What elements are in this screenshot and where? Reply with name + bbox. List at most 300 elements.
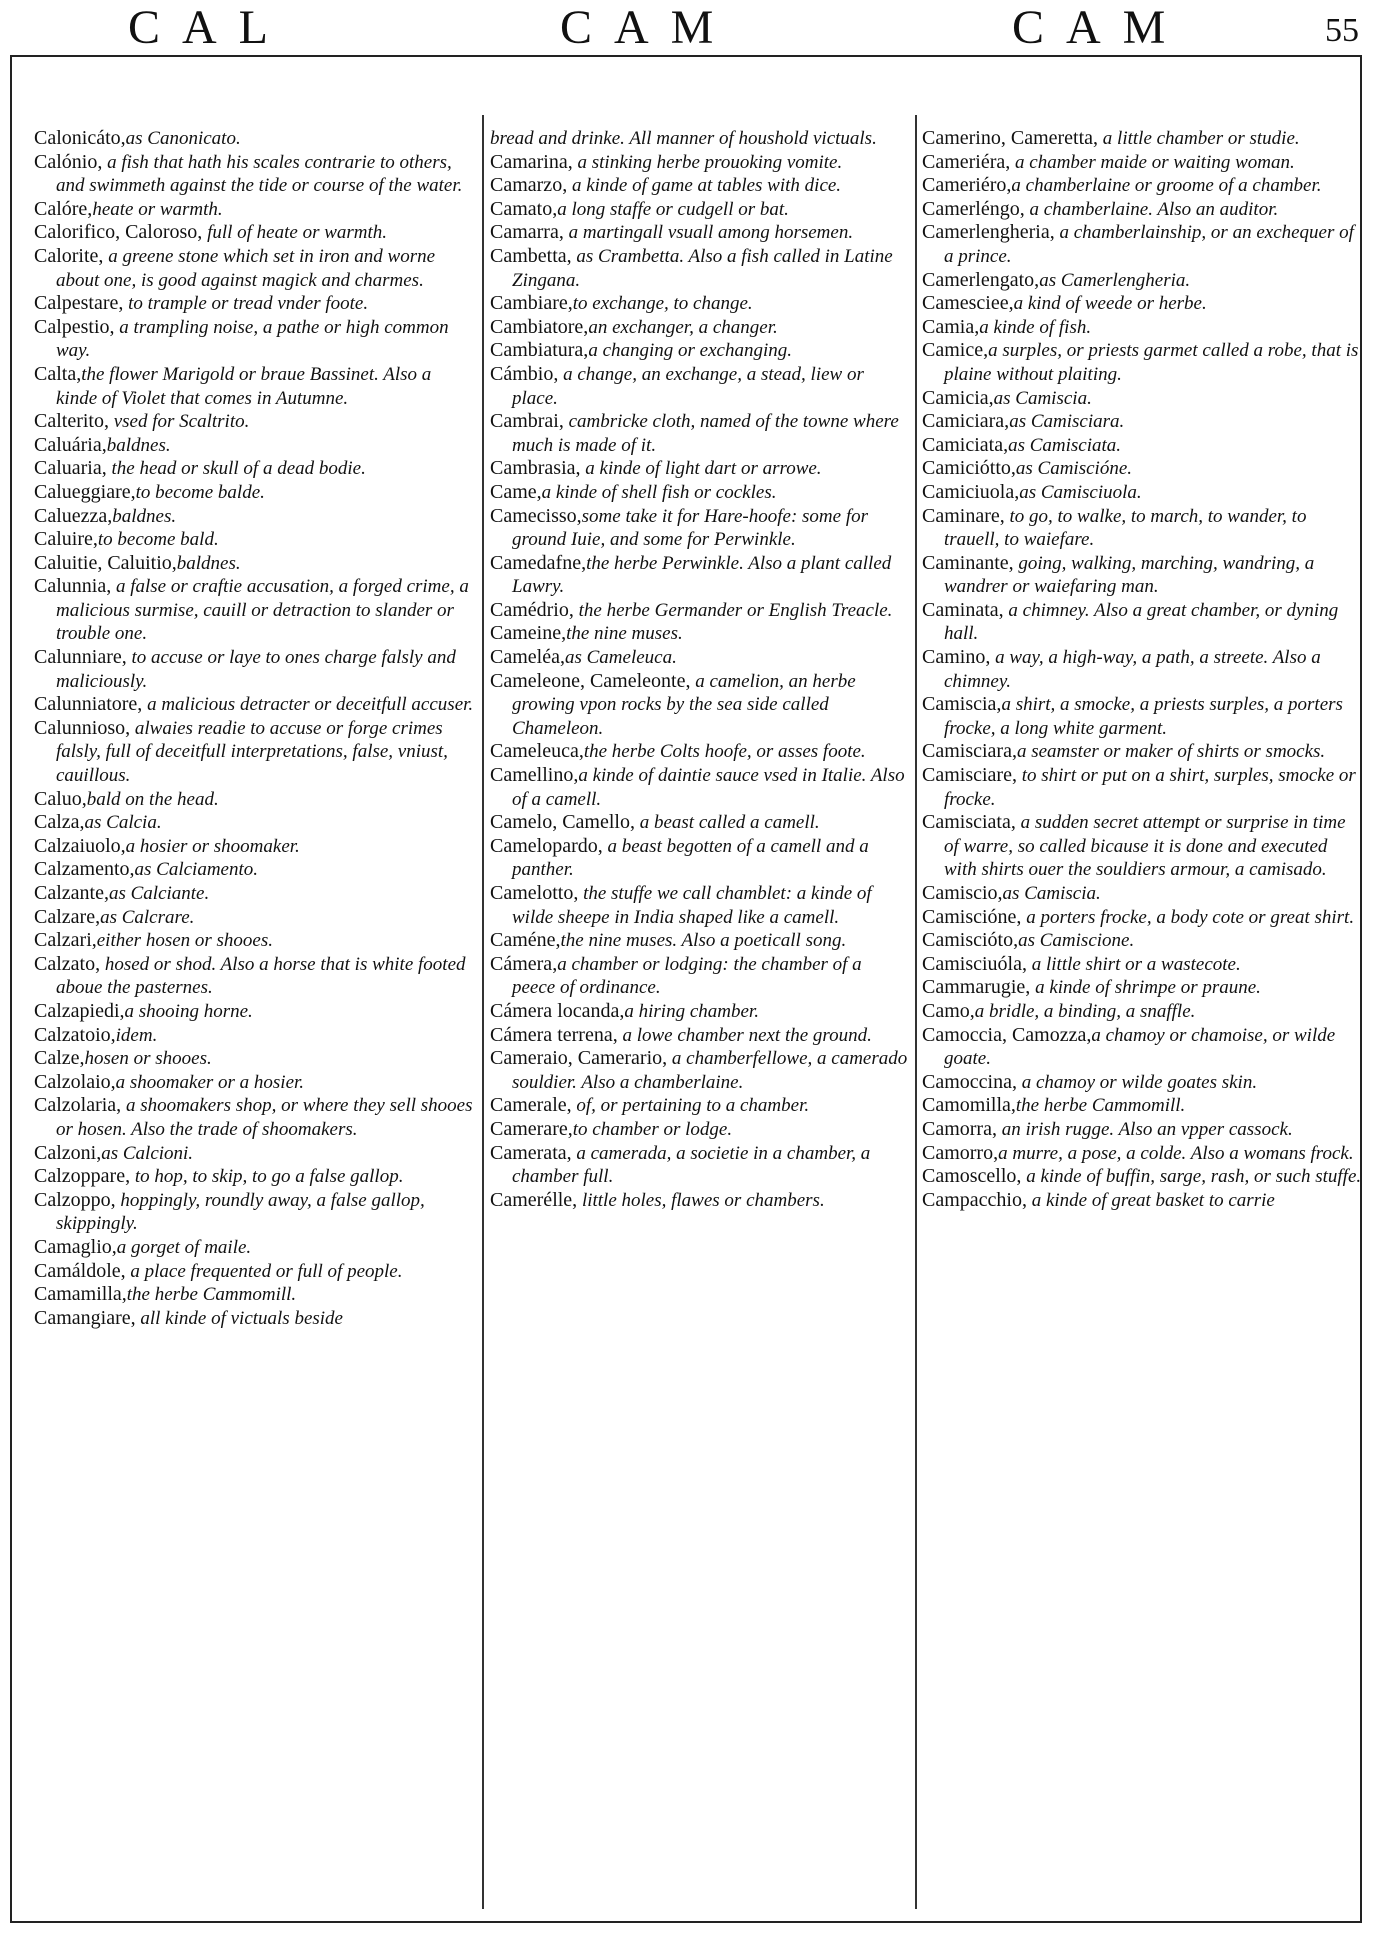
dictionary-entry bbox=[922, 339, 1362, 386]
dictionary-entry bbox=[922, 505, 1362, 552]
running-head-left: CAL bbox=[128, 1, 290, 54]
definition: vsed for Scaltrito. bbox=[108, 411, 250, 433]
definition: of, or pertaining to a chamber. bbox=[571, 1095, 810, 1117]
dictionary-entry bbox=[490, 221, 908, 245]
dictionary-entry bbox=[922, 410, 1362, 434]
dictionary-entry bbox=[922, 1094, 1362, 1118]
headword: Cámbio, bbox=[490, 362, 559, 385]
headword: Camarina, bbox=[490, 150, 573, 173]
headword: Camáldole, bbox=[34, 1259, 126, 1282]
definition: bald on the head. bbox=[86, 788, 219, 810]
definition: a sudden secret attempt or surprise in time of warre, so called bicause it is done and executed with shirts ouer the souldiers armour, a camisado. bbox=[944, 812, 1346, 881]
headword: Calzolaio, bbox=[34, 1070, 116, 1093]
definition: a change, an exchange, a stead, liew or place. bbox=[512, 363, 864, 409]
dictionary-entry bbox=[922, 292, 1362, 316]
definition: a kinde of light dart or arrowe. bbox=[580, 458, 822, 480]
dictionary-entry bbox=[490, 151, 908, 175]
dictionary-entry bbox=[922, 646, 1362, 693]
headword: Cameine, bbox=[490, 622, 567, 645]
headword: Camisciara, bbox=[922, 740, 1017, 763]
definition: to chamber or lodge. bbox=[572, 1118, 733, 1140]
definition: a long staffe or cudgell or bat. bbox=[557, 198, 789, 220]
headword: Cámera terrena, bbox=[490, 1023, 618, 1046]
definition: a lowe chamber next the ground. bbox=[617, 1024, 872, 1046]
dictionary-entry bbox=[490, 316, 908, 340]
definition: a chamberlaine. Also an auditor. bbox=[1024, 198, 1279, 220]
headword: Camelopardo, bbox=[490, 834, 603, 857]
definition: the nine muses. Also a poeticall song. bbox=[560, 930, 847, 952]
definition: as Camisciara. bbox=[1009, 411, 1125, 433]
definition: baldnes. bbox=[176, 552, 241, 574]
headword: Calueggiare, bbox=[34, 480, 136, 503]
headword: Calunniatore, bbox=[34, 693, 143, 716]
headword: Camelo, Camello, bbox=[490, 811, 635, 834]
definition: the herbe Cammomill. bbox=[126, 1284, 297, 1306]
headword: Camamilla, bbox=[34, 1283, 127, 1306]
definition: to exchange, to change. bbox=[572, 293, 753, 315]
headword: Camiscio, bbox=[922, 882, 1003, 904]
definition: the herbe Perwinkle. Also a plant called Lawry. bbox=[512, 552, 892, 598]
dictionary-entry bbox=[922, 976, 1362, 1000]
definition: bread and drinke. All manner of houshold victuals. bbox=[490, 128, 877, 149]
definition: as Calcioni. bbox=[101, 1142, 194, 1164]
dictionary-entry bbox=[490, 505, 908, 552]
dictionary-entry bbox=[922, 1024, 1362, 1071]
dictionary-entry bbox=[490, 764, 908, 811]
dictionary-entry bbox=[490, 929, 908, 953]
dictionary-entry bbox=[922, 929, 1362, 953]
definition: to become balde. bbox=[135, 481, 265, 503]
definition: a beast begotten of a camell and a panther. bbox=[512, 835, 869, 881]
definition: a gorget of maile. bbox=[116, 1236, 252, 1258]
headword: Cambiatore, bbox=[490, 315, 589, 338]
headword: Cambetta, bbox=[490, 244, 572, 267]
dictionary-entry bbox=[490, 599, 908, 623]
dictionary-entry bbox=[922, 764, 1362, 811]
dictionary-entry bbox=[34, 906, 474, 930]
headword: Camesciee, bbox=[922, 292, 1014, 315]
headword: Calterito, bbox=[34, 410, 109, 433]
definition: the nine muses. bbox=[566, 623, 683, 645]
headword: Cámera locanda, bbox=[490, 999, 625, 1022]
definition: cambricke cloth, named of the towne where much is made of it. bbox=[512, 411, 899, 456]
headword: Caluaria, bbox=[34, 457, 107, 480]
dictionary-entry bbox=[34, 434, 474, 458]
page-frame bbox=[10, 55, 1362, 1923]
definition: to go, to walke, to march, to wander, to trauell, to waiefare. bbox=[944, 505, 1307, 551]
definition: the herbe Germander or English Treacle. bbox=[573, 599, 893, 621]
headword: Camerélle, bbox=[490, 1188, 578, 1211]
definition: a camelion, an herbe growing vpon rocks by the sea side called Chameleon. bbox=[512, 670, 856, 739]
definition: the flower Marigold or braue Bassinet. Also a kinde of Violet that comes in Autumne. bbox=[56, 363, 432, 409]
dictionary-entry bbox=[922, 151, 1362, 175]
headword: Camiciara, bbox=[922, 410, 1010, 433]
definition: either hosen or shooes. bbox=[96, 930, 274, 952]
definition: as Camisciata. bbox=[1008, 434, 1122, 456]
headword: Camedafne, bbox=[490, 551, 587, 574]
dictionary-entry bbox=[490, 646, 908, 670]
headword: Calzapiedi, bbox=[34, 999, 125, 1022]
headword: Calpestare, bbox=[34, 292, 124, 315]
headword: Camarzo, bbox=[490, 174, 568, 197]
dictionary-entry bbox=[34, 1000, 474, 1024]
definition: as Cameleuca. bbox=[564, 647, 677, 669]
dictionary-entry bbox=[34, 953, 474, 1000]
headword: Camiscióne, bbox=[922, 905, 1022, 928]
page-number: 55 bbox=[1325, 12, 1359, 49]
dictionary-entry bbox=[922, 599, 1362, 646]
dictionary-entry bbox=[922, 434, 1362, 458]
headword: Caminata, bbox=[922, 598, 1004, 621]
headword: Camaglio, bbox=[34, 1235, 117, 1258]
dictionary-entry bbox=[922, 198, 1362, 222]
headword: Came, bbox=[490, 480, 542, 503]
headword: Camelotto, bbox=[490, 882, 579, 904]
dictionary-entry bbox=[922, 316, 1362, 340]
dictionary-entry bbox=[34, 127, 474, 151]
definition: an irish rugge. Also an vpper cassock. bbox=[996, 1118, 1293, 1140]
dictionary-entry bbox=[490, 363, 908, 410]
definition: baldnes. bbox=[106, 434, 171, 456]
definition: a stinking herbe prouoking vomite. bbox=[572, 151, 843, 173]
dictionary-entry bbox=[490, 1189, 908, 1213]
dictionary-entry bbox=[34, 552, 474, 576]
headword: Calzante, bbox=[34, 882, 109, 904]
headword: Calzaiuolo, bbox=[34, 834, 126, 857]
dictionary-entry bbox=[922, 1071, 1362, 1095]
dictionary-entry bbox=[34, 929, 474, 953]
definition: a chamoy or chamoise, or wilde goate. bbox=[944, 1024, 1336, 1070]
dictionary-entry bbox=[490, 339, 908, 363]
definition: as Camiscione. bbox=[1018, 930, 1135, 952]
headword: Cameleuca, bbox=[490, 740, 584, 763]
headword: Calta, bbox=[34, 362, 82, 385]
definition: a chamoy or wilde goates skin. bbox=[1016, 1071, 1258, 1093]
headword: Camerlengheria, bbox=[922, 221, 1055, 244]
headword: Caluire, bbox=[34, 528, 98, 551]
headword: Camia, bbox=[922, 315, 980, 338]
headword: Caluo, bbox=[34, 787, 87, 810]
definition: a place frequented or full of people. bbox=[125, 1260, 403, 1282]
definition: a shooing horne. bbox=[124, 1000, 253, 1022]
running-head-right: CAM bbox=[1012, 1, 1188, 54]
headword: Camerare, bbox=[490, 1117, 573, 1140]
dictionary-entry bbox=[34, 575, 474, 646]
definition: a hiring chamber. bbox=[624, 1000, 759, 1022]
definition: the head or skull of a dead bodie. bbox=[106, 458, 366, 480]
dictionary-entry bbox=[922, 953, 1362, 977]
definition: a hosier or shoomaker. bbox=[125, 835, 300, 857]
definition: a surples, or priests garmet called a robe, that is plaine without plaiting. bbox=[944, 340, 1359, 385]
dictionary-entry bbox=[34, 1260, 474, 1284]
headword: Calorifico, Caloroso, bbox=[34, 221, 203, 244]
dictionary-entry bbox=[34, 1307, 474, 1331]
dictionary-entry bbox=[490, 292, 908, 316]
dictionary-entry bbox=[34, 717, 474, 788]
headword: Cambrai, bbox=[490, 410, 564, 433]
definition: all kinde of victuals beside bbox=[135, 1307, 343, 1329]
dictionary-entry bbox=[922, 1189, 1362, 1213]
definition: as Camiscia. bbox=[993, 387, 1092, 409]
dictionary-entry bbox=[490, 622, 908, 646]
headword: Camarra, bbox=[490, 221, 564, 244]
dictionary-entry bbox=[922, 221, 1362, 268]
definition: a little chamber or studie. bbox=[1098, 128, 1300, 149]
headword: Cameraio, Camerario, bbox=[490, 1047, 668, 1070]
definition: a kinde of shell fish or cockles. bbox=[541, 481, 777, 503]
headword: Camecisso, bbox=[490, 504, 582, 527]
dictionary-entry bbox=[34, 292, 474, 316]
headword: Caméne, bbox=[490, 929, 561, 952]
headword: Camisciare, bbox=[922, 764, 1017, 787]
definition: a martingall vsuall among horsemen. bbox=[563, 222, 854, 244]
headword: Camice, bbox=[922, 339, 989, 362]
definition: idem. bbox=[115, 1024, 158, 1046]
column-rule bbox=[915, 115, 917, 1909]
definition: a kind of weede or herbe. bbox=[1013, 293, 1207, 315]
headword: Calzoppo, bbox=[34, 1188, 116, 1211]
headword: Cambiare, bbox=[490, 292, 573, 315]
headword: Camorra, bbox=[922, 1117, 997, 1140]
dictionary-entry bbox=[34, 505, 474, 529]
dictionary-entry bbox=[490, 1047, 908, 1094]
dictionary-entry bbox=[922, 693, 1362, 740]
headword: Calzato, bbox=[34, 952, 101, 975]
headword: Calzatoio, bbox=[34, 1023, 116, 1046]
dictionary-entry bbox=[922, 457, 1362, 481]
definition: a kinde of great basket to carrie bbox=[1026, 1189, 1275, 1211]
headword: Calunnioso, bbox=[34, 716, 131, 739]
dictionary-entry bbox=[34, 1236, 474, 1260]
dictionary-entry bbox=[490, 811, 908, 835]
dictionary-entry bbox=[490, 1000, 908, 1024]
dictionary-entry bbox=[34, 788, 474, 812]
headword: Camiciata, bbox=[922, 433, 1009, 456]
headword: Caluária, bbox=[34, 433, 107, 456]
dictionary-entry bbox=[34, 693, 474, 717]
dictionary-entry bbox=[34, 882, 474, 906]
headword: Camiscióto, bbox=[922, 929, 1019, 952]
headword: Camicia, bbox=[922, 386, 994, 409]
dictionary-entry bbox=[34, 1142, 474, 1166]
definition: little holes, flawes or chambers. bbox=[577, 1189, 825, 1211]
dictionary-entry bbox=[34, 1047, 474, 1071]
dictionary-entry bbox=[922, 1000, 1362, 1024]
definition: a chamberlaine or groome of a chamber. bbox=[1011, 175, 1322, 197]
headword: Cameriéro, bbox=[922, 174, 1012, 197]
definition: a kinde of shrimpe or praune. bbox=[1030, 977, 1261, 999]
definition: alwaies readie to accuse or forge crimes falsly, full of deceitfull interpretations, false, vniust, cauillous. bbox=[56, 717, 448, 787]
definition: a chamberfellowe, a camerado souldier. Also a chamberlaine. bbox=[512, 1048, 908, 1093]
headword: Camerata, bbox=[490, 1141, 572, 1164]
definition: a beast called a camell. bbox=[634, 812, 820, 834]
dictionary-entry bbox=[490, 953, 908, 1000]
headword: Camellino, bbox=[490, 764, 579, 787]
headword: Camiciuola, bbox=[922, 480, 1020, 503]
headword: Caluezza, bbox=[34, 504, 113, 527]
dictionary-entry bbox=[34, 1165, 474, 1189]
definition: to trample or tread vnder foote. bbox=[123, 293, 369, 315]
headword: Cameléa, bbox=[490, 646, 565, 669]
headword: Calzoppare, bbox=[34, 1165, 131, 1188]
definition: a seamster or maker of shirts or smocks. bbox=[1016, 741, 1326, 763]
definition: as Camerlengheria. bbox=[1039, 269, 1191, 291]
definition: a fish that hath his scales contrarie to others, and swimmeth against the tide or course of the water. bbox=[56, 151, 463, 197]
headword: Calonicáto, bbox=[34, 127, 126, 149]
definition: to hop, to skip, to go a false gallop. bbox=[130, 1166, 404, 1188]
dictionary-entry bbox=[490, 245, 908, 292]
definition: a kinde of daintie sauce vsed in Italie. Also of a camell. bbox=[512, 765, 905, 810]
headword: Camato, bbox=[490, 197, 558, 220]
definition: a chamber or lodging: the chamber of a peece of ordinance. bbox=[512, 953, 862, 999]
headword: Camerale, bbox=[490, 1094, 572, 1117]
dictionary-entry bbox=[34, 316, 474, 363]
dictionary-entry bbox=[34, 481, 474, 505]
headword: Camoscello, bbox=[922, 1165, 1022, 1188]
definition: a false or craftie accusation, a forged crime, a malicious surmise, cauill or detraction to slander or trouble one. bbox=[56, 576, 469, 645]
dictionary-entry bbox=[490, 410, 908, 457]
dictionary-entry bbox=[922, 174, 1362, 198]
definition: as Calcrare. bbox=[100, 906, 195, 928]
headword: Calorite, bbox=[34, 244, 104, 267]
dictionary-entry bbox=[34, 198, 474, 222]
definition: a chimney. Also a great chamber, or dyning hall. bbox=[944, 599, 1339, 645]
definition: hosed or shod. Also a horse that is white footed aboue the pasternes. bbox=[56, 953, 466, 999]
dictionary-entry bbox=[34, 811, 474, 835]
definition: some take it for Hare-hoofe: some for ground Iuie, and some for Perwinkle. bbox=[512, 505, 869, 551]
dictionary-entry bbox=[490, 174, 908, 198]
dictionary-entry bbox=[34, 363, 474, 410]
definition: hosen or shooes. bbox=[84, 1048, 212, 1070]
definition: a shirt, a smocke, a priests surples, a porters frocke, a long white garment. bbox=[944, 694, 1343, 739]
headword: Camorro, bbox=[922, 1141, 999, 1164]
headword: Campacchio, bbox=[922, 1188, 1027, 1211]
dictionary-entry bbox=[34, 410, 474, 434]
definition: a shoomaker or a hosier. bbox=[115, 1071, 305, 1093]
dictionary-entry bbox=[34, 646, 474, 693]
dictionary-entry bbox=[490, 882, 908, 929]
column-left bbox=[34, 127, 474, 1330]
definition: a way, a high-way, a path, a streete. Also a chimney. bbox=[944, 647, 1321, 692]
headword: Camerléngo, bbox=[922, 197, 1025, 220]
dictionary-entry bbox=[490, 457, 908, 481]
dictionary-entry bbox=[490, 740, 908, 764]
headword: Camangiare, bbox=[34, 1306, 136, 1329]
definition: as Crambetta. Also a fish called in Latine Zingana. bbox=[512, 245, 893, 291]
definition: as Camisciuola. bbox=[1019, 481, 1142, 503]
definition: as Calciamento. bbox=[134, 859, 259, 881]
dictionary-entry bbox=[922, 906, 1362, 930]
headword: Caluitie, Caluitio, bbox=[34, 551, 177, 574]
headword: Camédrio, bbox=[490, 598, 574, 621]
definition: as Calcia. bbox=[84, 812, 162, 834]
definition: to shirt or put on a shirt, surples, smocke or frocke. bbox=[944, 765, 1356, 810]
definition: baldnes. bbox=[112, 505, 177, 527]
headword: Camerlengato, bbox=[922, 268, 1040, 291]
headword: Camoccina, bbox=[922, 1070, 1017, 1093]
headword: Cameriéra, bbox=[922, 150, 1011, 173]
definition: a porters frocke, a body cote or great shirt. bbox=[1021, 906, 1355, 928]
definition: heate or warmth. bbox=[92, 198, 223, 220]
headword: Cameleone, Cameleonte, bbox=[490, 669, 691, 692]
dictionary-entry bbox=[34, 858, 474, 882]
definition: a chamberlainship, or an exchequer of a prince. bbox=[944, 222, 1354, 267]
dictionary-entry bbox=[490, 835, 908, 882]
definition: to accuse or laye to ones charge falsly and maliciously. bbox=[56, 647, 456, 692]
dictionary-entry bbox=[490, 1142, 908, 1189]
column-rule bbox=[482, 115, 484, 1909]
dictionary-entry bbox=[922, 1118, 1362, 1142]
headword: Cámera, bbox=[490, 952, 558, 975]
headword: Caminare, bbox=[922, 504, 1005, 527]
definition: as Canonicato. bbox=[125, 128, 241, 149]
definition: to become bald. bbox=[97, 529, 219, 551]
definition: hoppingly, roundly away, a false gallop, skippingly. bbox=[56, 1189, 425, 1235]
headword: Caminante, bbox=[922, 551, 1014, 574]
dictionary-entry bbox=[34, 457, 474, 481]
headword: Calunniare, bbox=[34, 646, 127, 669]
dictionary-entry bbox=[34, 1071, 474, 1095]
headword: Calzolaria, bbox=[34, 1094, 122, 1117]
headword: Calpestio, bbox=[34, 315, 115, 338]
definition: a murre, a pose, a colde. Also a womans frock. bbox=[998, 1142, 1354, 1164]
dictionary-entry bbox=[922, 387, 1362, 411]
headword: Camiciótto, bbox=[922, 457, 1016, 480]
definition: going, walking, marching, wandring, a wandrer or waiefaring man. bbox=[944, 552, 1315, 598]
dictionary-entry bbox=[490, 1094, 908, 1118]
dictionary-entry bbox=[34, 528, 474, 552]
headword: Camisciuóla, bbox=[922, 952, 1027, 975]
headword: Calóre, bbox=[34, 197, 93, 220]
headword: Camo, bbox=[922, 999, 975, 1022]
definition: a chamber maide or waiting woman. bbox=[1010, 151, 1295, 173]
dictionary-entry bbox=[34, 1024, 474, 1048]
headword: Cambiatura, bbox=[490, 339, 589, 362]
dictionary-entry bbox=[922, 740, 1362, 764]
definition: a camerada, a societie in a chamber, a chamber full. bbox=[512, 1142, 871, 1188]
dictionary-entry bbox=[34, 245, 474, 292]
dictionary-entry bbox=[34, 835, 474, 859]
headword: Camerino, Cameretta, bbox=[922, 127, 1099, 149]
definition: an exchanger, a changer. bbox=[588, 316, 778, 338]
definition: a kinde of buffin, sarge, rash, or such stuffe. bbox=[1021, 1166, 1362, 1188]
headword: Calunnia, bbox=[34, 575, 112, 598]
headword: Calzari, bbox=[34, 929, 97, 952]
dictionary-entry bbox=[922, 552, 1362, 599]
definition: a shoomakers shop, or where they sell shooes or hosen. Also the trade of shoomakers. bbox=[56, 1095, 473, 1140]
running-head-middle: CAM bbox=[560, 1, 736, 54]
dictionary-entry bbox=[490, 1024, 908, 1048]
definition: a bridle, a binding, a snaffle. bbox=[974, 1000, 1196, 1022]
dictionary-entry bbox=[922, 269, 1362, 293]
dictionary-entry bbox=[922, 127, 1362, 151]
definition: a kinde of fish. bbox=[979, 316, 1092, 338]
definition: as Camiscia. bbox=[1002, 883, 1101, 904]
headword: Calzare, bbox=[34, 905, 101, 928]
dictionary-entry bbox=[34, 1094, 474, 1141]
dictionary-entry bbox=[922, 1142, 1362, 1166]
headword: Calzamento, bbox=[34, 858, 135, 881]
dictionary-entry bbox=[922, 1165, 1362, 1189]
dictionary-entry bbox=[490, 670, 908, 741]
dictionary-entry bbox=[490, 552, 908, 599]
headword: Calze, bbox=[34, 1047, 85, 1070]
column-middle bbox=[490, 127, 908, 1212]
definition: the stuffe we call chamblet: a kinde of wilde sheepe in India shaped like a camell. bbox=[512, 883, 872, 928]
definition: as Camiscióne. bbox=[1015, 458, 1132, 480]
headword: Calza, bbox=[34, 811, 85, 834]
headword: Camisciata, bbox=[922, 811, 1016, 834]
